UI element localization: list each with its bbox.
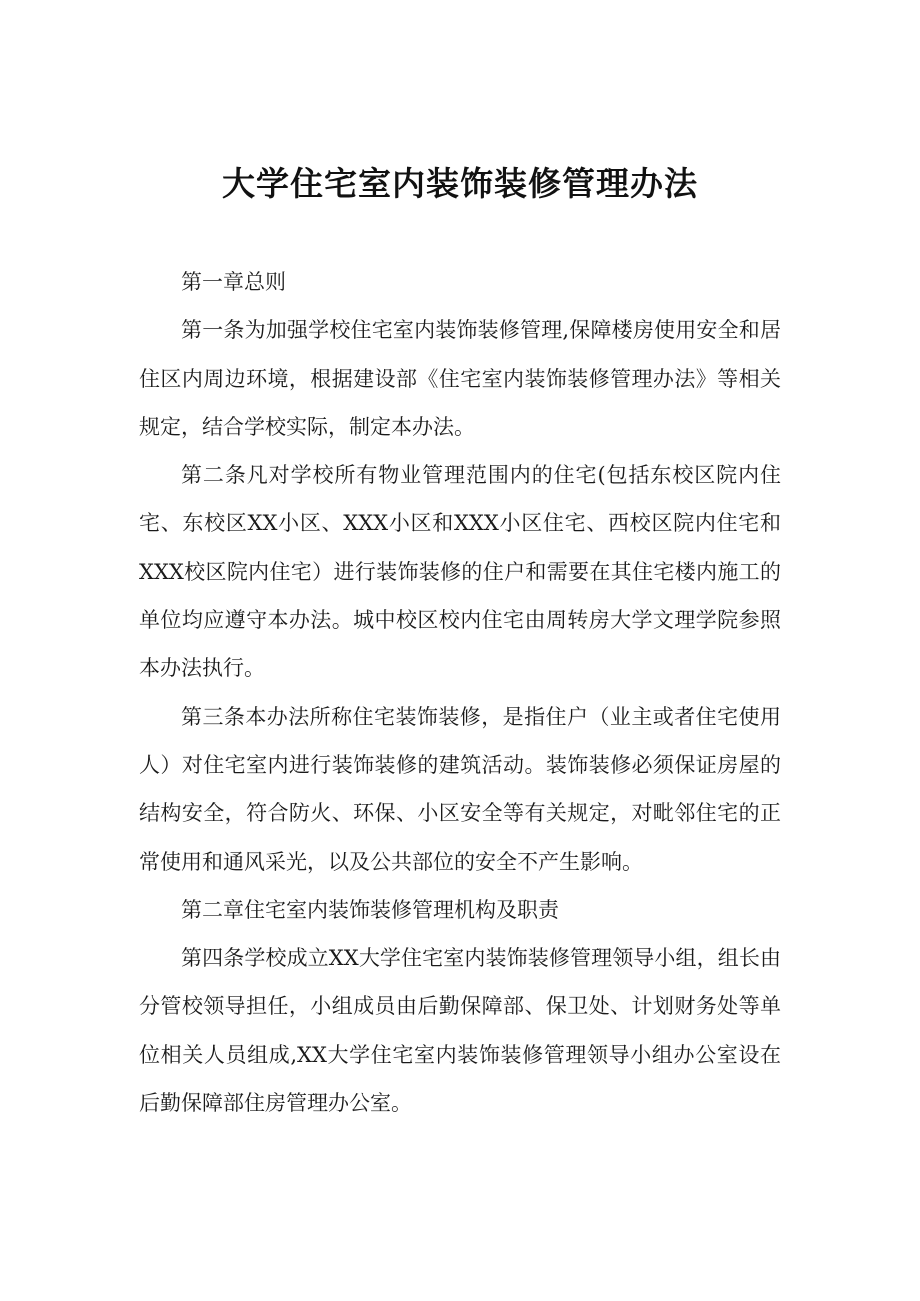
document-title: 大学住宅室内装饰装修管理办法 — [222, 164, 698, 203]
chapter-heading: 第一章总则 — [181, 270, 286, 294]
article-paragraph: 第三条本办法所称住宅装饰装修，是指住户（业主或者住宅使用人）对住宅室内进行装饰装修的建筑活动。装饰装修必须保证房屋的结构安全，符合防火、环保、小区安全等有关规定，对毗邻住宅的正常使用和通风采光，以及公共部位的安全不产生影响。 — [139, 704, 781, 874]
article-paragraph: 第二条凡对学校所有物业管理范围内的住宅(包括东校区院内住宅、东校区XX小区、XXX小区和XXX小区住宅、西校区院内住宅和XXX校区院内住宅）进行装饰装修的住户和需要在其住宅楼内施工的单位均应遵守本办法。城中校区校内住宅由周转房大学文理学院参照本办法执行。 — [139, 463, 781, 681]
article-paragraph: 第四条学校成立XX大学住宅室内装饰装修管理领导小组，组长由分管校领导担任，小组成员由后勤保障部、保卫处、计划财务处等单位相关人员组成,XX大学住宅室内装饰装修管理领导小组办公室设在后勤保障部住房管理办公室。 — [139, 946, 781, 1116]
chapter-heading: 第二章住宅室内装饰装修管理机构及职责 — [181, 897, 559, 922]
document-body — [139, 258, 781, 1127]
article-paragraph: 第一条为加强学校住宅室内装饰装修管理,保障楼房使用安全和居住区内周边环境，根据建设部《住宅室内装饰装修管理办法》等相关规定，结合学校实际，制定本办法。 — [139, 318, 781, 439]
